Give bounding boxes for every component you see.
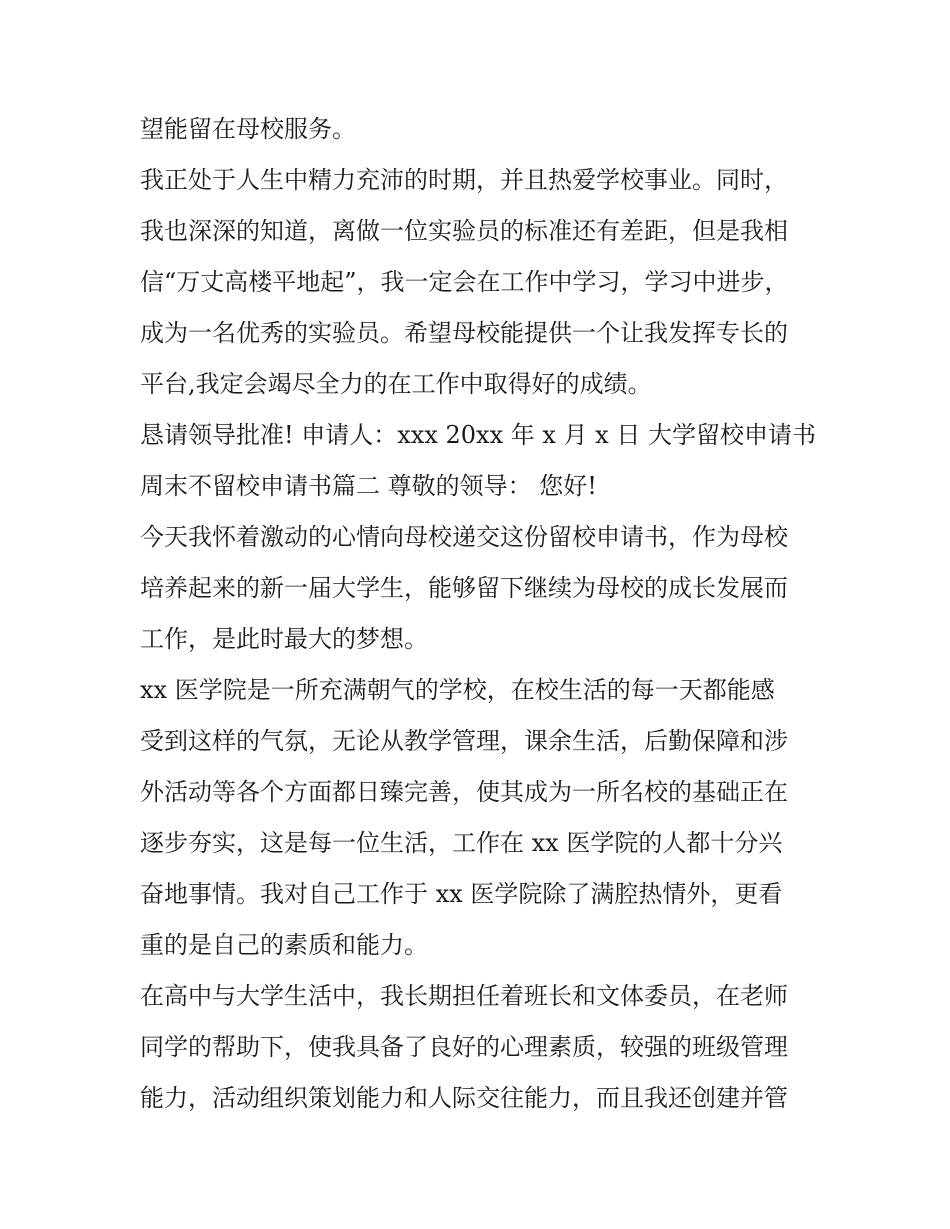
text-line: 能力，活动组织策划能力和人际交往能力，而且我还创建并管 bbox=[140, 1084, 788, 1112]
text-line: xx 医学院是一所充满朝气的学校，在校生活的每一天都能感 bbox=[140, 676, 775, 704]
text-line: 望能留在母校服务。 bbox=[140, 115, 356, 143]
text-line: 成为一名优秀的实验员。希望母校能提供一个让我发挥专长的 bbox=[140, 319, 788, 347]
document-body bbox=[140, 106, 820, 1126]
text-line: 我也深深的知道，离做一位实验员的标准还有差距，但是我相 bbox=[140, 217, 788, 245]
text-line: 平台,我定会竭尽全力的在工作中取得好的成绩。 bbox=[140, 370, 652, 398]
text-line: 重的是自己的素质和能力。 bbox=[140, 931, 428, 959]
text-line: 恳请领导批准! 申请人：xxx 20xx 年 x 月 x 日 大学留校申请书 bbox=[140, 421, 816, 449]
text-line: 逐步夯实，这是每一位生活，工作在 xx 医学院的人都十分兴 bbox=[140, 829, 783, 857]
text-line: 今天我怀着激动的心情向母校递交这份留校申请书，作为母校 bbox=[140, 523, 788, 551]
text-line: 外活动等各个方面都日臻完善，使其成为一所名校的基础正在 bbox=[140, 778, 788, 806]
text-line: 工作，是此时最大的梦想。 bbox=[140, 625, 428, 653]
text-line: 周末不留校申请书篇二 尊敬的领导： 您好! bbox=[140, 472, 597, 500]
text-line: 我正处于人生中精力充沛的时期，并且热爱学校事业。同时， bbox=[140, 166, 788, 194]
text-line: 培养起来的新一届大学生，能够留下继续为母校的成长发展而 bbox=[140, 574, 788, 602]
text-line: 信“万丈高楼平地起”，我一定会在工作中学习，学习中进步， bbox=[140, 268, 789, 296]
text-line: 奋地事情。我对自己工作于 xx 医学院除了满腔热情外，更看 bbox=[140, 880, 783, 908]
text-line: 受到这样的气氛，无论从教学管理，课余生活，后勤保障和涉 bbox=[140, 727, 788, 755]
text-line: 同学的帮助下，使我具备了良好的心理素质，较强的班级管理 bbox=[140, 1033, 788, 1061]
text-line: 在高中与大学生活中，我长期担任着班长和文体委员，在老师 bbox=[140, 982, 788, 1010]
